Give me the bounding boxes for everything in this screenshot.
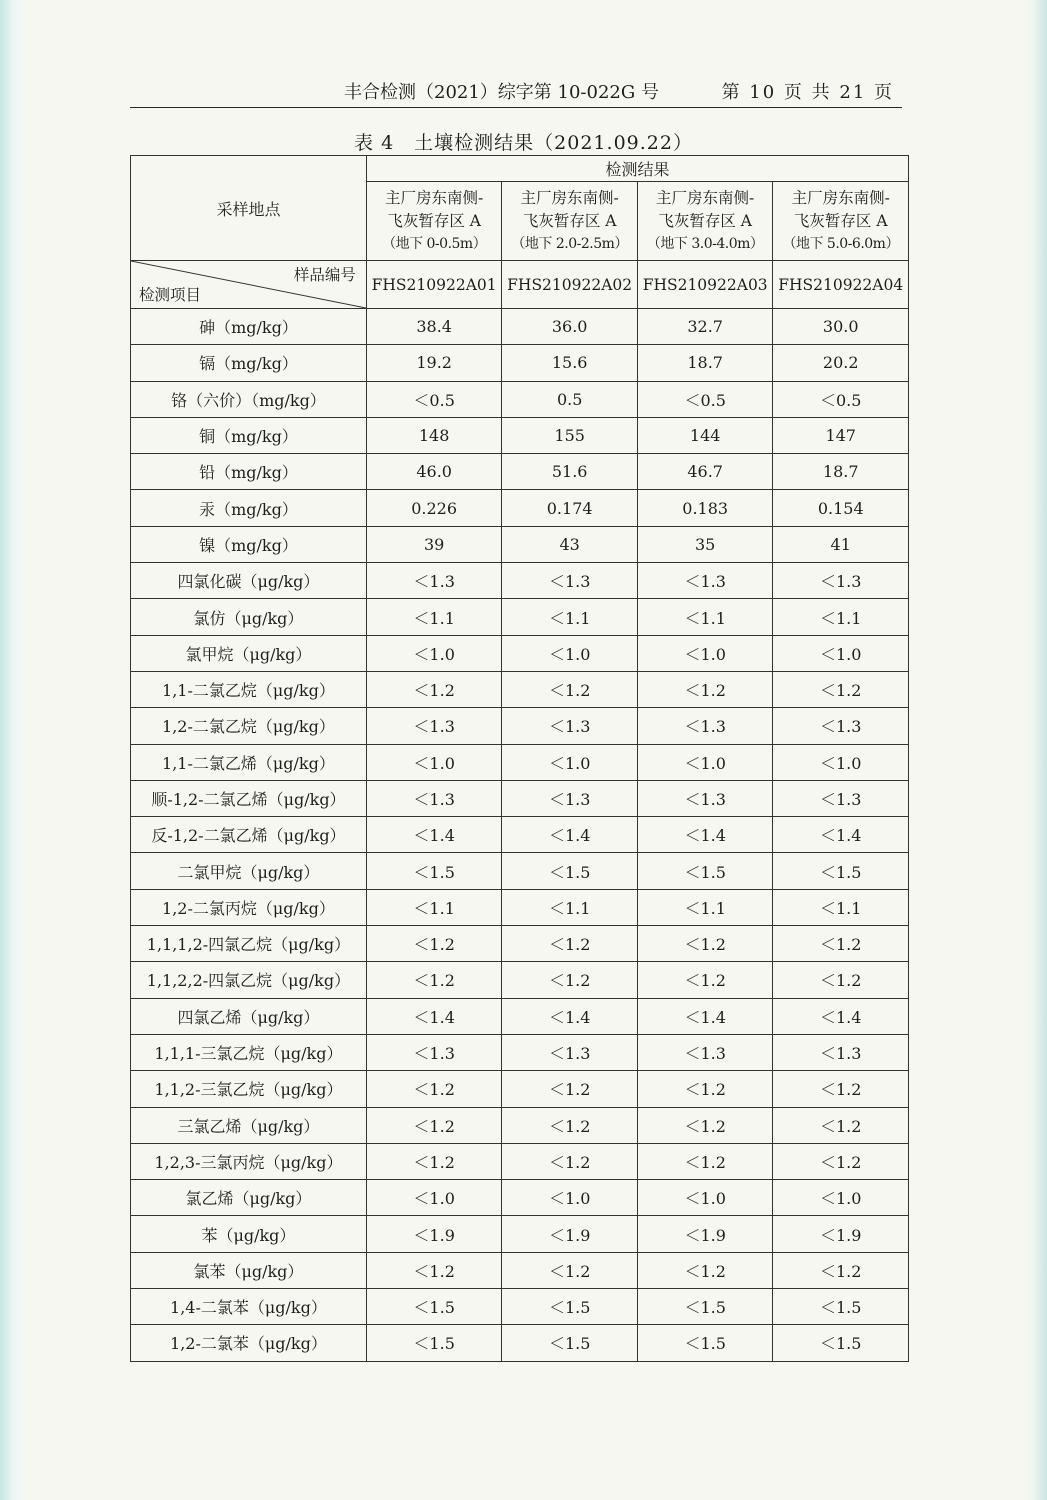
header-rule bbox=[130, 107, 902, 108]
item-name-cell: 1,2-二氯乙烷（μg/kg） bbox=[131, 708, 367, 744]
value-cell: 148 bbox=[366, 417, 502, 453]
sample-id-header: 样品编号 bbox=[293, 266, 356, 284]
item-name-cell: 1,1,2-三氯乙烷（μg/kg） bbox=[131, 1071, 367, 1107]
value-cell: ＜1.2 bbox=[502, 1143, 638, 1179]
value-cell: 0.183 bbox=[637, 490, 773, 526]
value-cell: ＜1.0 bbox=[773, 744, 909, 780]
value-cell: ＜1.1 bbox=[773, 599, 909, 635]
value-cell: ＜1.1 bbox=[366, 889, 502, 925]
value-cell: ＜1.9 bbox=[502, 1216, 638, 1252]
value-cell: ＜1.2 bbox=[502, 1252, 638, 1288]
location-line1: 主厂房东南侧- bbox=[656, 188, 755, 207]
value-cell: ＜1.2 bbox=[637, 1143, 773, 1179]
table-row bbox=[131, 1071, 909, 1107]
sample-id-cell: FHS210922A01 bbox=[366, 261, 502, 309]
value-cell: ＜1.2 bbox=[773, 1143, 909, 1179]
item-name-cell: 1,2-二氯苯（μg/kg） bbox=[131, 1325, 367, 1361]
value-cell: ＜1.2 bbox=[637, 962, 773, 998]
value-cell: ＜1.2 bbox=[366, 962, 502, 998]
value-cell: ＜1.2 bbox=[637, 926, 773, 962]
table-row bbox=[131, 926, 909, 962]
value-cell: ＜1.2 bbox=[366, 1143, 502, 1179]
value-cell: ＜1.3 bbox=[637, 1034, 773, 1070]
item-name-cell: 氯苯（μg/kg） bbox=[131, 1252, 367, 1288]
value-cell: ＜1.5 bbox=[366, 853, 502, 889]
item-name-cell: 镍（mg/kg） bbox=[131, 526, 367, 562]
value-cell: ＜1.2 bbox=[502, 926, 638, 962]
table-row bbox=[131, 998, 909, 1034]
item-name-cell: 二氯甲烷（μg/kg） bbox=[131, 853, 367, 889]
value-cell: ＜1.2 bbox=[366, 671, 502, 707]
result-header: 检测结果 bbox=[605, 160, 670, 179]
value-cell: 51.6 bbox=[502, 454, 638, 490]
table-number: 表 4 bbox=[354, 132, 395, 154]
table-row bbox=[131, 744, 909, 780]
item-name-cell: 砷（mg/kg） bbox=[131, 309, 367, 345]
value-cell: 46.0 bbox=[366, 454, 502, 490]
soil-results-table bbox=[130, 155, 909, 1362]
value-cell: 43 bbox=[502, 526, 638, 562]
page-number: 第 10 页 共 21 页 bbox=[721, 82, 894, 103]
value-cell: ＜1.4 bbox=[773, 998, 909, 1034]
location-cell bbox=[502, 182, 638, 261]
value-cell: ＜1.2 bbox=[366, 926, 502, 962]
value-cell: ＜1.0 bbox=[773, 1180, 909, 1216]
value-cell: ＜1.0 bbox=[366, 635, 502, 671]
table-caption bbox=[0, 128, 1047, 155]
table-row bbox=[131, 599, 909, 635]
value-cell: ＜1.5 bbox=[637, 1289, 773, 1325]
value-cell: ＜1.3 bbox=[773, 780, 909, 816]
location-line2: 飞灰暂存区 A bbox=[658, 211, 752, 230]
value-cell: 35 bbox=[637, 526, 773, 562]
item-name-cell: 1,2-二氯丙烷（μg/kg） bbox=[131, 889, 367, 925]
value-cell: ＜1.5 bbox=[637, 1325, 773, 1361]
result-header-cell bbox=[366, 156, 908, 182]
value-cell: ＜1.3 bbox=[366, 1034, 502, 1070]
item-name-cell: 苯（μg/kg） bbox=[131, 1216, 367, 1252]
value-cell: ＜1.5 bbox=[773, 1289, 909, 1325]
value-cell: 0.5 bbox=[502, 381, 638, 417]
value-cell: 0.174 bbox=[502, 490, 638, 526]
value-cell: ＜0.5 bbox=[366, 381, 502, 417]
value-cell: ＜1.2 bbox=[637, 1107, 773, 1143]
table-row bbox=[131, 780, 909, 816]
value-cell: ＜1.9 bbox=[366, 1216, 502, 1252]
value-cell: ＜1.3 bbox=[502, 563, 638, 599]
location-header-cell bbox=[131, 156, 367, 261]
value-cell: ＜1.5 bbox=[637, 853, 773, 889]
value-cell: 46.7 bbox=[637, 454, 773, 490]
value-cell: 155 bbox=[502, 417, 638, 453]
value-cell: 0.226 bbox=[366, 490, 502, 526]
value-cell: ＜1.0 bbox=[366, 744, 502, 780]
value-cell: ＜1.2 bbox=[366, 1252, 502, 1288]
value-cell: ＜1.2 bbox=[502, 1071, 638, 1107]
value-cell: ＜1.0 bbox=[773, 635, 909, 671]
value-cell: ＜1.2 bbox=[366, 1107, 502, 1143]
table-row bbox=[131, 708, 909, 744]
value-cell: ＜1.5 bbox=[502, 1325, 638, 1361]
value-cell: 36.0 bbox=[502, 309, 638, 345]
value-cell: ＜1.5 bbox=[502, 853, 638, 889]
value-cell: ＜1.5 bbox=[502, 1289, 638, 1325]
value-cell: ＜1.4 bbox=[502, 998, 638, 1034]
value-cell: 30.0 bbox=[773, 309, 909, 345]
item-name-cell: 1,1-二氯乙烷（μg/kg） bbox=[131, 671, 367, 707]
value-cell: 39 bbox=[366, 526, 502, 562]
table-row bbox=[131, 853, 909, 889]
item-name-cell: 1,1,2,2-四氯乙烷（μg/kg） bbox=[131, 962, 367, 998]
value-cell: ＜1.4 bbox=[773, 817, 909, 853]
table-row bbox=[131, 381, 909, 417]
value-cell: ＜1.1 bbox=[637, 599, 773, 635]
location-line2: 飞灰暂存区 A bbox=[522, 211, 617, 230]
item-name-cell: 1,1,1-三氯乙烷（μg/kg） bbox=[131, 1034, 367, 1070]
value-cell: ＜1.5 bbox=[366, 1325, 502, 1361]
value-cell: 38.4 bbox=[366, 309, 502, 345]
value-cell: ＜1.3 bbox=[637, 708, 773, 744]
value-cell: ＜1.3 bbox=[366, 563, 502, 599]
item-name-cell: 铬（六价）（mg/kg） bbox=[131, 381, 367, 417]
location-line1: 主厂房东南侧- bbox=[385, 188, 484, 207]
value-cell: ＜1.0 bbox=[637, 635, 773, 671]
value-cell: ＜1.2 bbox=[637, 1071, 773, 1107]
value-cell: ＜1.3 bbox=[366, 780, 502, 816]
table-row bbox=[131, 1216, 909, 1252]
item-name-cell: 铜（mg/kg） bbox=[131, 417, 367, 453]
item-name-cell: 1,1,1,2-四氯乙烷（μg/kg） bbox=[131, 926, 367, 962]
table-row bbox=[131, 1289, 909, 1325]
table-row bbox=[131, 309, 909, 345]
value-cell: ＜1.4 bbox=[637, 998, 773, 1034]
value-cell: ＜1.3 bbox=[502, 708, 638, 744]
value-cell: ＜1.2 bbox=[773, 1107, 909, 1143]
value-cell: ＜1.4 bbox=[366, 998, 502, 1034]
value-cell: 147 bbox=[773, 417, 909, 453]
value-cell: ＜0.5 bbox=[637, 381, 773, 417]
item-name-cell: 1,2,3-三氯丙烷（μg/kg） bbox=[131, 1143, 367, 1179]
value-cell: ＜1.2 bbox=[773, 1071, 909, 1107]
table-row bbox=[131, 345, 909, 381]
value-cell: ＜1.5 bbox=[773, 1325, 909, 1361]
value-cell: ＜1.0 bbox=[366, 1180, 502, 1216]
location-line3: （地下 3.0-4.0m） bbox=[646, 235, 764, 252]
item-name-cell: 四氯化碳（μg/kg） bbox=[131, 563, 367, 599]
value-cell: ＜1.2 bbox=[773, 926, 909, 962]
value-cell: ＜1.2 bbox=[502, 1107, 638, 1143]
table-row bbox=[131, 1325, 909, 1361]
value-cell: ＜1.9 bbox=[637, 1216, 773, 1252]
value-cell: ＜1.3 bbox=[502, 1034, 638, 1070]
item-name-cell: 氯乙烯（μg/kg） bbox=[131, 1180, 367, 1216]
location-line1: 主厂房东南侧- bbox=[791, 188, 890, 207]
table-row bbox=[131, 671, 909, 707]
item-name-cell: 反-1,2-二氯乙烯（μg/kg） bbox=[131, 817, 367, 853]
table-row bbox=[131, 889, 909, 925]
item-name-cell: 四氯乙烯（μg/kg） bbox=[131, 998, 367, 1034]
table-row bbox=[131, 962, 909, 998]
value-cell: ＜1.3 bbox=[637, 780, 773, 816]
value-cell: ＜1.3 bbox=[637, 563, 773, 599]
value-cell: ＜1.1 bbox=[637, 889, 773, 925]
table-row bbox=[131, 1107, 909, 1143]
sample-id-cell: FHS210922A03 bbox=[637, 261, 773, 309]
table-row bbox=[131, 635, 909, 671]
table-row bbox=[131, 817, 909, 853]
value-cell: ＜1.3 bbox=[773, 708, 909, 744]
diagonal-header-cell bbox=[131, 261, 367, 309]
sample-id-cell: FHS210922A04 bbox=[773, 261, 909, 309]
value-cell: ＜1.5 bbox=[366, 1289, 502, 1325]
value-cell: ＜1.2 bbox=[366, 1071, 502, 1107]
value-cell: ＜1.4 bbox=[502, 817, 638, 853]
value-cell: ＜1.0 bbox=[502, 635, 638, 671]
value-cell: ＜1.2 bbox=[502, 962, 638, 998]
location-line3: （地下 2.0-2.5m） bbox=[511, 235, 628, 252]
item-header: 检测项目 bbox=[139, 286, 202, 304]
value-cell: ＜1.1 bbox=[502, 599, 638, 635]
table-row bbox=[131, 1143, 909, 1179]
value-cell: ＜1.3 bbox=[366, 708, 502, 744]
location-line3: （地下 5.0-6.0m） bbox=[782, 235, 899, 252]
value-cell: ＜1.2 bbox=[637, 671, 773, 707]
value-cell: 18.7 bbox=[637, 345, 773, 381]
location-line3: （地下 0-0.5m） bbox=[382, 235, 487, 252]
value-cell: ＜1.1 bbox=[773, 889, 909, 925]
table-row bbox=[131, 417, 909, 453]
item-name-cell: 氯仿（μg/kg） bbox=[131, 599, 367, 635]
value-cell: ＜1.2 bbox=[773, 962, 909, 998]
sample-id-cell: FHS210922A02 bbox=[502, 261, 638, 309]
table-row bbox=[131, 454, 909, 490]
item-name-cell: 1,4-二氯苯（μg/kg） bbox=[131, 1289, 367, 1325]
value-cell: ＜1.4 bbox=[366, 817, 502, 853]
table-row bbox=[131, 1180, 909, 1216]
value-cell: ＜0.5 bbox=[773, 381, 909, 417]
table-row bbox=[131, 563, 909, 599]
item-name-cell: 镉（mg/kg） bbox=[131, 345, 367, 381]
location-line2: 飞灰暂存区 A bbox=[793, 211, 888, 230]
report-number: 丰合检测（2021）综字第 10-022G 号 bbox=[344, 82, 659, 103]
item-name-cell: 顺-1,2-二氯乙烯（μg/kg） bbox=[131, 780, 367, 816]
table-row bbox=[131, 1034, 909, 1070]
page-header bbox=[130, 76, 900, 106]
value-cell: ＜1.0 bbox=[502, 744, 638, 780]
value-cell: 20.2 bbox=[773, 345, 909, 381]
value-cell: 41 bbox=[773, 526, 909, 562]
value-cell: 32.7 bbox=[637, 309, 773, 345]
value-cell: 144 bbox=[637, 417, 773, 453]
location-line1: 主厂房东南侧- bbox=[520, 188, 619, 207]
value-cell: 19.2 bbox=[366, 345, 502, 381]
location-cell bbox=[637, 182, 773, 261]
value-cell: ＜1.0 bbox=[637, 744, 773, 780]
value-cell: ＜1.4 bbox=[637, 817, 773, 853]
item-name-cell: 1,1-二氯乙烯（μg/kg） bbox=[131, 744, 367, 780]
item-name-cell: 铅（mg/kg） bbox=[131, 454, 367, 490]
value-cell: ＜1.2 bbox=[637, 1252, 773, 1288]
location-line2: 飞灰暂存区 A bbox=[387, 211, 481, 230]
value-cell: ＜1.5 bbox=[773, 853, 909, 889]
value-cell: ＜1.1 bbox=[502, 889, 638, 925]
location-cell bbox=[366, 182, 502, 261]
table-row bbox=[131, 1252, 909, 1288]
value-cell: ＜1.3 bbox=[502, 780, 638, 816]
table-title: 土壤检测结果（2021.09.22） bbox=[414, 132, 693, 154]
value-cell: ＜1.2 bbox=[773, 1252, 909, 1288]
value-cell: ＜1.2 bbox=[773, 671, 909, 707]
table-row bbox=[131, 490, 909, 526]
value-cell: ＜1.0 bbox=[502, 1180, 638, 1216]
value-cell: 15.6 bbox=[502, 345, 638, 381]
value-cell: ＜1.9 bbox=[773, 1216, 909, 1252]
value-cell: ＜1.2 bbox=[502, 671, 638, 707]
location-header: 采样地点 bbox=[216, 199, 281, 219]
table-row bbox=[131, 526, 909, 562]
value-cell: ＜1.0 bbox=[637, 1180, 773, 1216]
value-cell: ＜1.3 bbox=[773, 1034, 909, 1070]
value-cell: ＜1.3 bbox=[773, 563, 909, 599]
item-name-cell: 三氯乙烯（μg/kg） bbox=[131, 1107, 367, 1143]
value-cell: 18.7 bbox=[773, 454, 909, 490]
location-cell bbox=[773, 182, 909, 261]
value-cell: ＜1.1 bbox=[366, 599, 502, 635]
item-name-cell: 氯甲烷（μg/kg） bbox=[131, 635, 367, 671]
item-name-cell: 汞（mg/kg） bbox=[131, 490, 367, 526]
value-cell: 0.154 bbox=[773, 490, 909, 526]
